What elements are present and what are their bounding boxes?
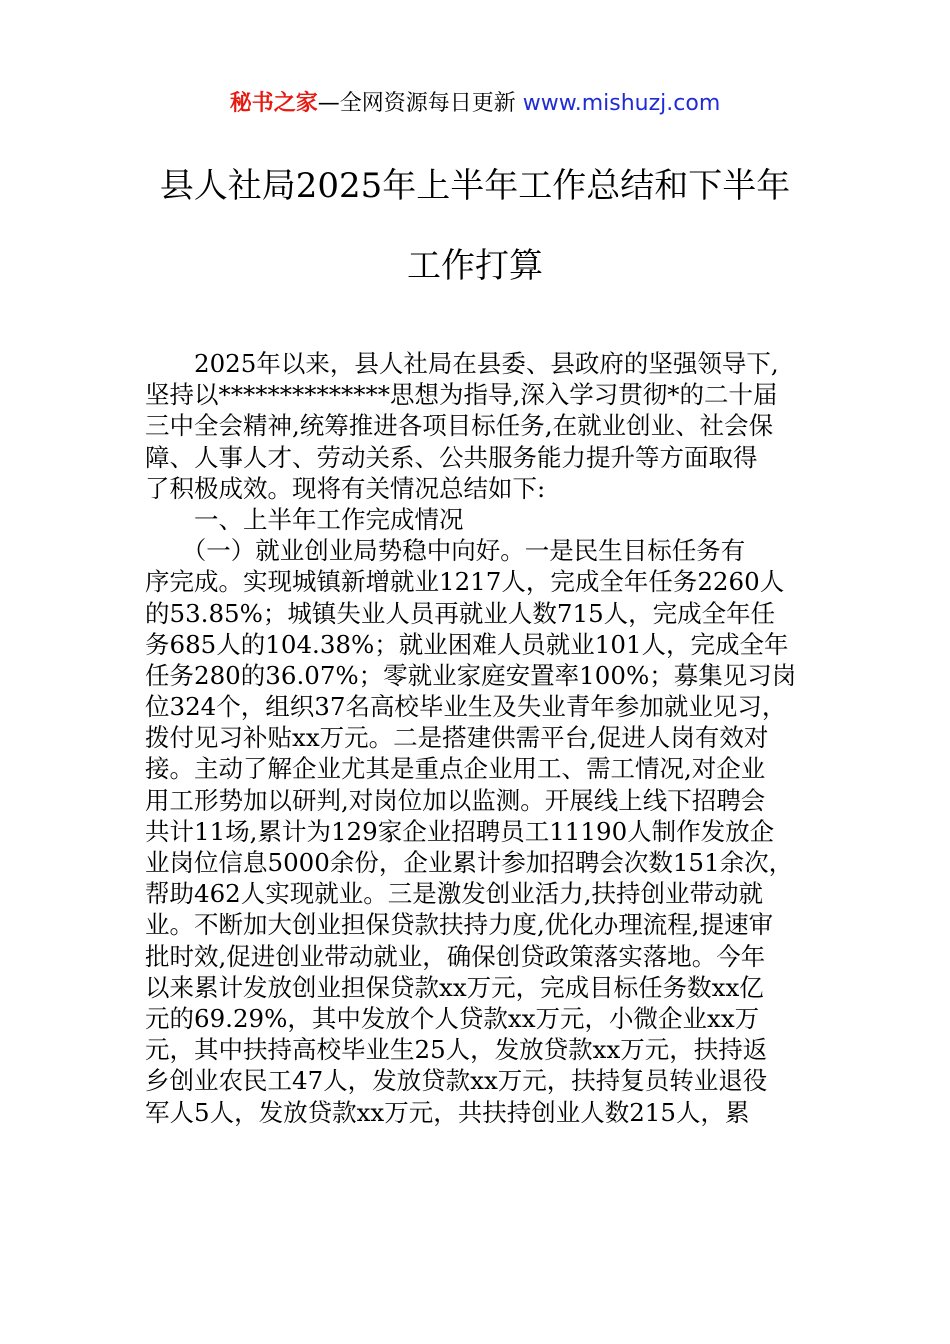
body-line: 批时效,促进创业带动就业，确保创贷政策落实落地。今年 [145,941,766,971]
body-line: 坚持以**************思想为指导,深入学习贯彻*的二十届 [145,380,778,410]
body-line: 2025年以来，县人社局在县委、县政府的坚强领导下, [145,349,779,378]
body-line: （一）就业创业局势稳中向好。一是民生目标任务有 [145,536,746,566]
body-line: 业岗位信息5000余份，企业累计参加招聘会次数151余次， [145,848,794,877]
title-line-2: 工作打算 [407,246,543,286]
body-line: 务685人的104.38%；就业困难人员就业101人，完成全年 [145,629,789,659]
body-line: 了积极成效。现将有关情况总结如下: [145,473,546,503]
body-line: 帮助462人实现就业。三是激发创业活力,扶持创业带动就 [145,879,764,909]
title-line-1: 县人社局2025年上半年工作总结和下半年 [159,166,791,206]
body-line: 序完成。实现城镇新增就业1217人，完成全年任务2260人 [145,567,785,597]
body-line: 业。不断加大创业担保贷款扶持力度,优化办理流程,提速审 [145,910,774,940]
brand-name: 秘书之家 [229,91,318,116]
body-line: 元的69.29%，其中发放个人贷款xx万元，小微企业xx万 [145,1003,760,1033]
banner-tagline: —全网资源每日更新 [317,91,523,116]
body-line: 接。主动了解企业尤其是重点企业用工、需工情况,对企业 [145,754,766,784]
body-line: 三中全会精神,统筹推进各项目标任务,在就业创业、社会保 [145,411,774,441]
body-line: 用工形势加以研判,对岗位加以监测。开展线上线下招聘会 [145,785,766,815]
body-line: 以来累计发放创业担保贷款xx万元，完成目标任务数xx亿 [145,972,764,1002]
body-line: 元，其中扶持高校毕业生25人，发放贷款xx万元，扶持返 [145,1035,768,1065]
body-line: 拨付见习补贴xx万元。二是搭建供需平台,促进人岗有效对 [145,723,769,753]
body-line: 位324个，组织37名高校毕业生及失业青年参加就业见习， [145,692,787,722]
document-body [145,348,835,1128]
body-line: 任务280的36.07%；零就业家庭安置率100%；募集见习岗 [145,660,797,690]
body-line: 军人5人，发放贷款xx万元，共扶持创业人数215人，累 [145,1097,750,1127]
body-line: 一、上半年工作完成情况 [145,504,464,534]
body-line: 的53.85%；城镇失业人员再就业人数715人，完成全年任 [145,598,776,628]
body-line: 障、人事人才、劳动关系、公共服务能力提升等方面取得 [145,442,758,472]
document-title [130,158,820,294]
body-line: 乡创业农民工47人，发放贷款xx万元，扶持复员转业退役 [145,1066,768,1096]
site-url-link[interactable]: www.mishuzj.com [522,91,721,116]
body-line: 共计11场,累计为129家企业招聘员工11190人制作发放企 [145,816,775,846]
site-banner [0,88,950,120]
